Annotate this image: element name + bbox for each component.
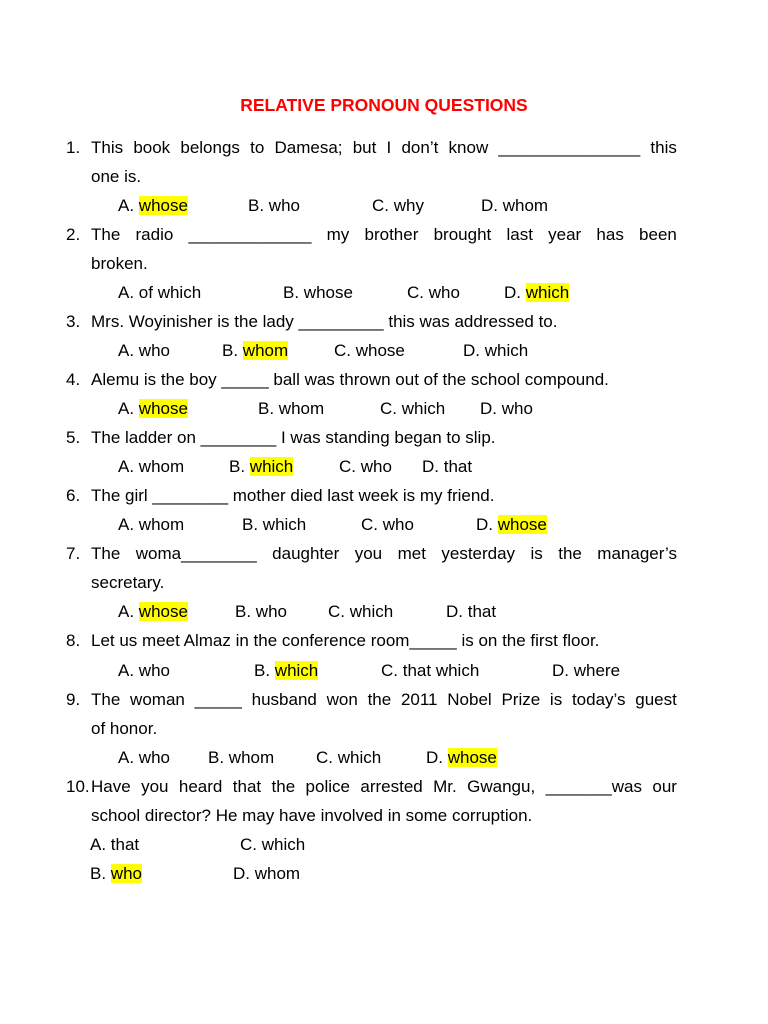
answer-option xyxy=(552,661,620,681)
option-letter: B. xyxy=(254,661,271,680)
option-text: which xyxy=(401,399,446,418)
page-title: RELATIVE PRONOUN QUESTIONS xyxy=(240,95,528,115)
question-word: guest xyxy=(635,690,677,709)
option-letter: C. xyxy=(381,661,398,680)
question-word: won xyxy=(326,690,358,709)
question-text: The ladder on ________ I was standing began to slip. xyxy=(91,428,496,447)
question-number: 4. xyxy=(66,370,81,389)
option-letter: C. xyxy=(240,835,257,854)
answer-option xyxy=(504,283,569,303)
answer-option xyxy=(118,196,188,216)
question-text xyxy=(91,544,677,564)
option-letter: A. xyxy=(118,283,135,302)
answer-option xyxy=(118,515,184,535)
option-letter: A. xyxy=(118,457,135,476)
answer-option xyxy=(372,196,424,216)
answer-option xyxy=(118,602,188,622)
question-number: 2. xyxy=(66,225,81,244)
question-word: _____________ xyxy=(188,225,312,244)
question-word: that xyxy=(232,777,262,796)
option-letter: D. xyxy=(476,515,493,534)
option-text: whose xyxy=(303,283,353,302)
question-word: today’s xyxy=(571,690,626,709)
question-word: met xyxy=(397,544,426,563)
option-text: who xyxy=(268,196,300,215)
answer-option xyxy=(426,748,497,768)
question-word: woma________ xyxy=(135,544,257,563)
answer-option xyxy=(90,835,139,855)
option-letter: B. xyxy=(235,602,252,621)
highlighted-answer: whose xyxy=(138,196,188,215)
option-text: which xyxy=(484,341,529,360)
option-letter: A. xyxy=(118,748,135,767)
question-word: brother xyxy=(364,225,419,244)
answer-option xyxy=(118,457,184,477)
option-text: whom xyxy=(502,196,549,215)
question-word: is xyxy=(549,690,563,709)
question-text-continued: of honor. xyxy=(91,719,158,738)
option-letter: A. xyxy=(118,661,135,680)
question-word: but xyxy=(352,138,377,157)
question-word: Have xyxy=(91,777,131,796)
answer-option xyxy=(446,602,496,622)
highlighted-answer: which xyxy=(274,661,319,680)
question-text-continued: school director? He may have involved in some corruption. xyxy=(91,806,533,825)
option-letter: B. xyxy=(90,864,107,883)
answer-option xyxy=(90,864,142,884)
question-word: The xyxy=(91,690,121,709)
question-word: arrested xyxy=(360,777,423,796)
option-text: who xyxy=(138,748,170,767)
option-text: where xyxy=(573,661,621,680)
question-word: Nobel xyxy=(447,690,492,709)
question-word: my xyxy=(326,225,350,244)
option-letter: B. xyxy=(208,748,225,767)
option-letter: D. xyxy=(480,399,497,418)
question-number: 3. xyxy=(66,312,81,331)
question-word: year xyxy=(548,225,582,244)
answer-option xyxy=(229,457,293,477)
question-word: Prize xyxy=(501,690,541,709)
question-word: the xyxy=(367,690,392,709)
answer-option xyxy=(480,399,533,419)
question-word: The xyxy=(91,225,121,244)
highlighted-answer: which xyxy=(525,283,570,302)
question-word: brought xyxy=(433,225,492,244)
answer-option xyxy=(242,515,306,535)
answer-option xyxy=(248,196,300,216)
highlighted-answer: whom xyxy=(242,341,289,360)
answer-option xyxy=(118,661,170,681)
question-word: This xyxy=(91,138,124,157)
option-letter: A. xyxy=(90,835,107,854)
option-letter: C. xyxy=(380,399,397,418)
option-letter: C. xyxy=(328,602,345,621)
option-text: whom xyxy=(138,515,185,534)
option-text: that xyxy=(443,457,473,476)
option-text: who xyxy=(360,457,392,476)
question-number: 10. xyxy=(66,777,90,796)
option-letter: D. xyxy=(481,196,498,215)
question-word: to xyxy=(250,138,265,157)
question-text xyxy=(91,690,677,710)
question-word: know xyxy=(448,138,489,157)
answer-option xyxy=(118,399,188,419)
option-letter: C. xyxy=(372,196,389,215)
option-text: that which xyxy=(402,661,480,680)
question-word: radio xyxy=(135,225,174,244)
question-text: Let us meet Almaz in the conference room_____ is on the first floor. xyxy=(91,631,600,650)
answer-option xyxy=(208,748,274,768)
answer-option xyxy=(316,748,381,768)
option-letter: D. xyxy=(233,864,250,883)
question-text: The girl ________ mother died last week is my friend. xyxy=(91,486,495,505)
question-text xyxy=(91,225,677,245)
highlighted-answer: whose xyxy=(138,602,188,621)
answer-option xyxy=(240,835,305,855)
question-word: husband xyxy=(251,690,317,709)
answer-option xyxy=(258,399,324,419)
option-text: which xyxy=(349,602,394,621)
option-letter: A. xyxy=(118,341,135,360)
question-word: belongs xyxy=(180,138,240,157)
answer-option xyxy=(254,661,318,681)
answer-option xyxy=(118,748,170,768)
option-text: that xyxy=(467,602,497,621)
option-text: who xyxy=(138,661,170,680)
option-text: whose xyxy=(355,341,405,360)
answer-option xyxy=(476,515,547,535)
answer-option xyxy=(235,602,287,622)
question-word: daughter xyxy=(272,544,340,563)
option-letter: C. xyxy=(361,515,378,534)
question-word: The xyxy=(91,544,121,563)
question-word: _______was xyxy=(545,777,642,796)
option-letter: B. xyxy=(229,457,246,476)
answer-option xyxy=(463,341,528,361)
question-word: you xyxy=(354,544,383,563)
question-word: Damesa; xyxy=(274,138,343,157)
option-letter: A. xyxy=(118,515,135,534)
option-text: who xyxy=(138,341,170,360)
option-text: that xyxy=(110,835,140,854)
question-word: yesterday xyxy=(441,544,516,563)
question-text-continued: secretary. xyxy=(91,573,165,592)
option-letter: C. xyxy=(339,457,356,476)
answer-option xyxy=(283,283,353,303)
question-text-continued: broken. xyxy=(91,254,148,273)
option-text: who xyxy=(382,515,414,534)
option-letter: D. xyxy=(463,341,480,360)
highlighted-answer: whose xyxy=(497,515,547,534)
option-letter: D. xyxy=(426,748,443,767)
question-number: 5. xyxy=(66,428,81,447)
option-text: whom xyxy=(138,457,185,476)
option-text: who xyxy=(255,602,287,621)
question-word: Mr. xyxy=(433,777,457,796)
answer-option xyxy=(118,341,170,361)
option-text: of which xyxy=(138,283,202,302)
question-word: our xyxy=(652,777,677,796)
option-text: whom xyxy=(278,399,325,418)
question-word: heard xyxy=(178,777,223,796)
question-text: Alemu is the boy _____ ball was thrown out of the school compound. xyxy=(91,370,609,389)
option-letter: D. xyxy=(552,661,569,680)
option-letter: C. xyxy=(407,283,424,302)
question-text xyxy=(91,777,677,797)
option-text: which xyxy=(262,515,307,534)
option-letter: C. xyxy=(334,341,351,360)
answer-option xyxy=(334,341,405,361)
option-text: why xyxy=(393,196,424,215)
highlighted-answer: whose xyxy=(138,399,188,418)
question-number: 7. xyxy=(66,544,81,563)
answer-option xyxy=(407,283,460,303)
question-number: 6. xyxy=(66,486,81,505)
question-text xyxy=(91,138,677,158)
option-letter: B. xyxy=(222,341,239,360)
option-letter: D. xyxy=(422,457,439,476)
answer-option xyxy=(233,864,300,884)
question-word: Gwangu, xyxy=(467,777,536,796)
question-word: I xyxy=(386,138,392,157)
answer-option xyxy=(422,457,472,477)
answer-option xyxy=(481,196,548,216)
question-text-continued: one is. xyxy=(91,167,142,186)
option-letter: D. xyxy=(446,602,463,621)
option-text: which xyxy=(337,748,382,767)
question-text: Mrs. Woyinisher is the lady _________ this was addressed to. xyxy=(91,312,558,331)
question-word: last xyxy=(506,225,533,244)
question-word: the xyxy=(558,544,582,563)
answer-option xyxy=(328,602,393,622)
question-word: _____ xyxy=(194,690,242,709)
highlighted-answer: whose xyxy=(447,748,497,767)
answer-option xyxy=(381,661,479,681)
question-number: 9. xyxy=(66,690,81,709)
option-text: who xyxy=(428,283,460,302)
option-letter: B. xyxy=(242,515,259,534)
answer-option xyxy=(380,399,445,419)
answer-option xyxy=(118,283,201,303)
option-letter: B. xyxy=(283,283,300,302)
answer-option xyxy=(361,515,414,535)
question-word: the xyxy=(271,777,296,796)
highlighted-answer: who xyxy=(110,864,142,883)
question-word: book xyxy=(133,138,171,157)
answer-option xyxy=(339,457,392,477)
option-letter: A. xyxy=(118,399,135,418)
option-text: whom xyxy=(254,864,301,883)
question-word: don’t xyxy=(401,138,439,157)
highlighted-answer: which xyxy=(249,457,294,476)
question-word: been xyxy=(639,225,677,244)
question-word: you xyxy=(141,777,169,796)
answer-option xyxy=(222,341,288,361)
option-letter: D. xyxy=(504,283,521,302)
question-word: has xyxy=(596,225,624,244)
question-word: this xyxy=(650,138,677,157)
question-word: police xyxy=(305,777,350,796)
option-letter: B. xyxy=(248,196,265,215)
question-word: woman xyxy=(130,690,185,709)
option-text: whom xyxy=(228,748,275,767)
question-number: 1. xyxy=(66,138,81,157)
option-letter: A. xyxy=(118,196,135,215)
question-word: _______________ xyxy=(498,138,641,157)
question-word: 2011 xyxy=(400,690,438,709)
option-letter: A. xyxy=(118,602,135,621)
option-letter: C. xyxy=(316,748,333,767)
question-word: is xyxy=(530,544,543,563)
option-text: who xyxy=(501,399,533,418)
option-letter: B. xyxy=(258,399,275,418)
question-word: manager’s xyxy=(597,544,677,563)
option-text: which xyxy=(261,835,306,854)
question-number: 8. xyxy=(66,631,81,650)
